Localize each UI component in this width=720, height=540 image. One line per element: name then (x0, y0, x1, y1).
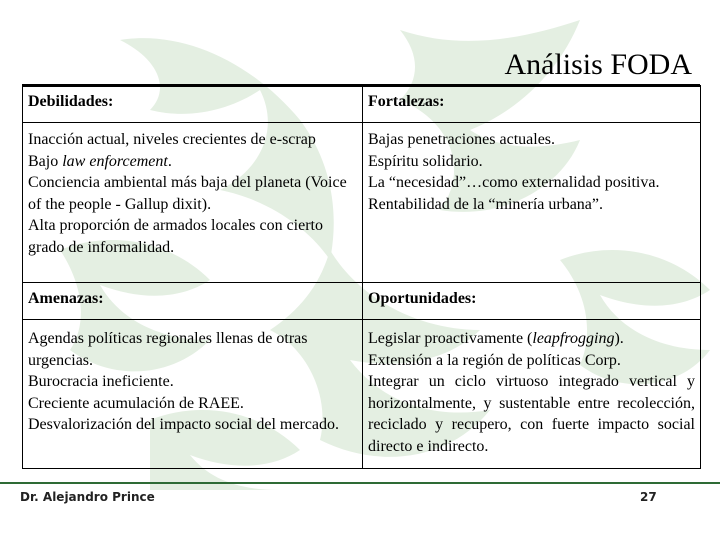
debilidad-item (28, 151, 357, 173)
fortaleza-item: Bajas penetraciones actuales. (368, 131, 556, 148)
oportunidad-item-suffix: ). (614, 330, 624, 347)
page-number: 27 (640, 490, 657, 504)
fortalezas-cell (363, 123, 701, 283)
page-title: Análisis FODA (504, 48, 692, 81)
debilidad-item-emphasis: law enforcement (62, 152, 168, 170)
debilidad-item: Conciencia ambiental más baja del planeta (Voice of the people - Gallup dixit). (28, 174, 347, 213)
oportunidad-item-emphasis: leapfrogging (532, 330, 615, 347)
debilidades-cell (23, 123, 363, 283)
fortalezas-header: Fortalezas: (363, 86, 701, 123)
foda-header-row-bottom (23, 283, 701, 320)
foda-header-row-top (23, 86, 701, 123)
footer-divider (0, 482, 720, 484)
fortaleza-item: La “necesidad”…como externalidad positiva. (368, 174, 660, 191)
oportunidades-cell (363, 320, 701, 469)
debilidad-item-suffix: . (167, 152, 172, 170)
oportunidad-item (368, 328, 695, 350)
amenaza-item: Desvalorización del impacto social del mercado. (28, 416, 339, 433)
debilidades-header: Debilidades: (23, 86, 363, 123)
foda-body-row-top (23, 123, 701, 283)
oportunidades-header: Oportunidades: (363, 283, 701, 320)
footer-author: Dr. Alejandro Prince (20, 490, 155, 504)
foda-table (22, 85, 701, 469)
amenaza-item: Burocracia ineficiente. (28, 373, 174, 390)
oportunidad-item-prefix: Legislar proactivamente ( (368, 330, 533, 347)
debilidad-item-prefix: Bajo (28, 152, 63, 170)
debilidad-item: Alta proporción de armados locales con cierto grado de informalidad. (28, 217, 323, 256)
amenazas-cell (23, 320, 363, 469)
fortaleza-item: Rentabilidad de la “minería urbana”. (368, 195, 604, 213)
oportunidad-item: Extensión a la región de políticas Corp. (368, 351, 621, 369)
oportunidad-item: Integrar un ciclo virtuoso integrado vertical y horizontalmente, y sustentable entre recolección, reciclado y recupero, con fuerte impacto social directo e indirecto. (368, 373, 695, 455)
fortaleza-item: Espíritu solidario. (368, 152, 483, 170)
foda-body-row-bottom (23, 320, 701, 469)
amenazas-header: Amenazas: (23, 283, 363, 320)
amenaza-item: Creciente acumulación de RAEE. (28, 394, 244, 412)
amenaza-item: Agendas políticas regionales llenas de otras urgencias. (28, 330, 308, 369)
debilidad-item: Inacción actual, niveles crecientes de e-scrap (28, 131, 316, 148)
